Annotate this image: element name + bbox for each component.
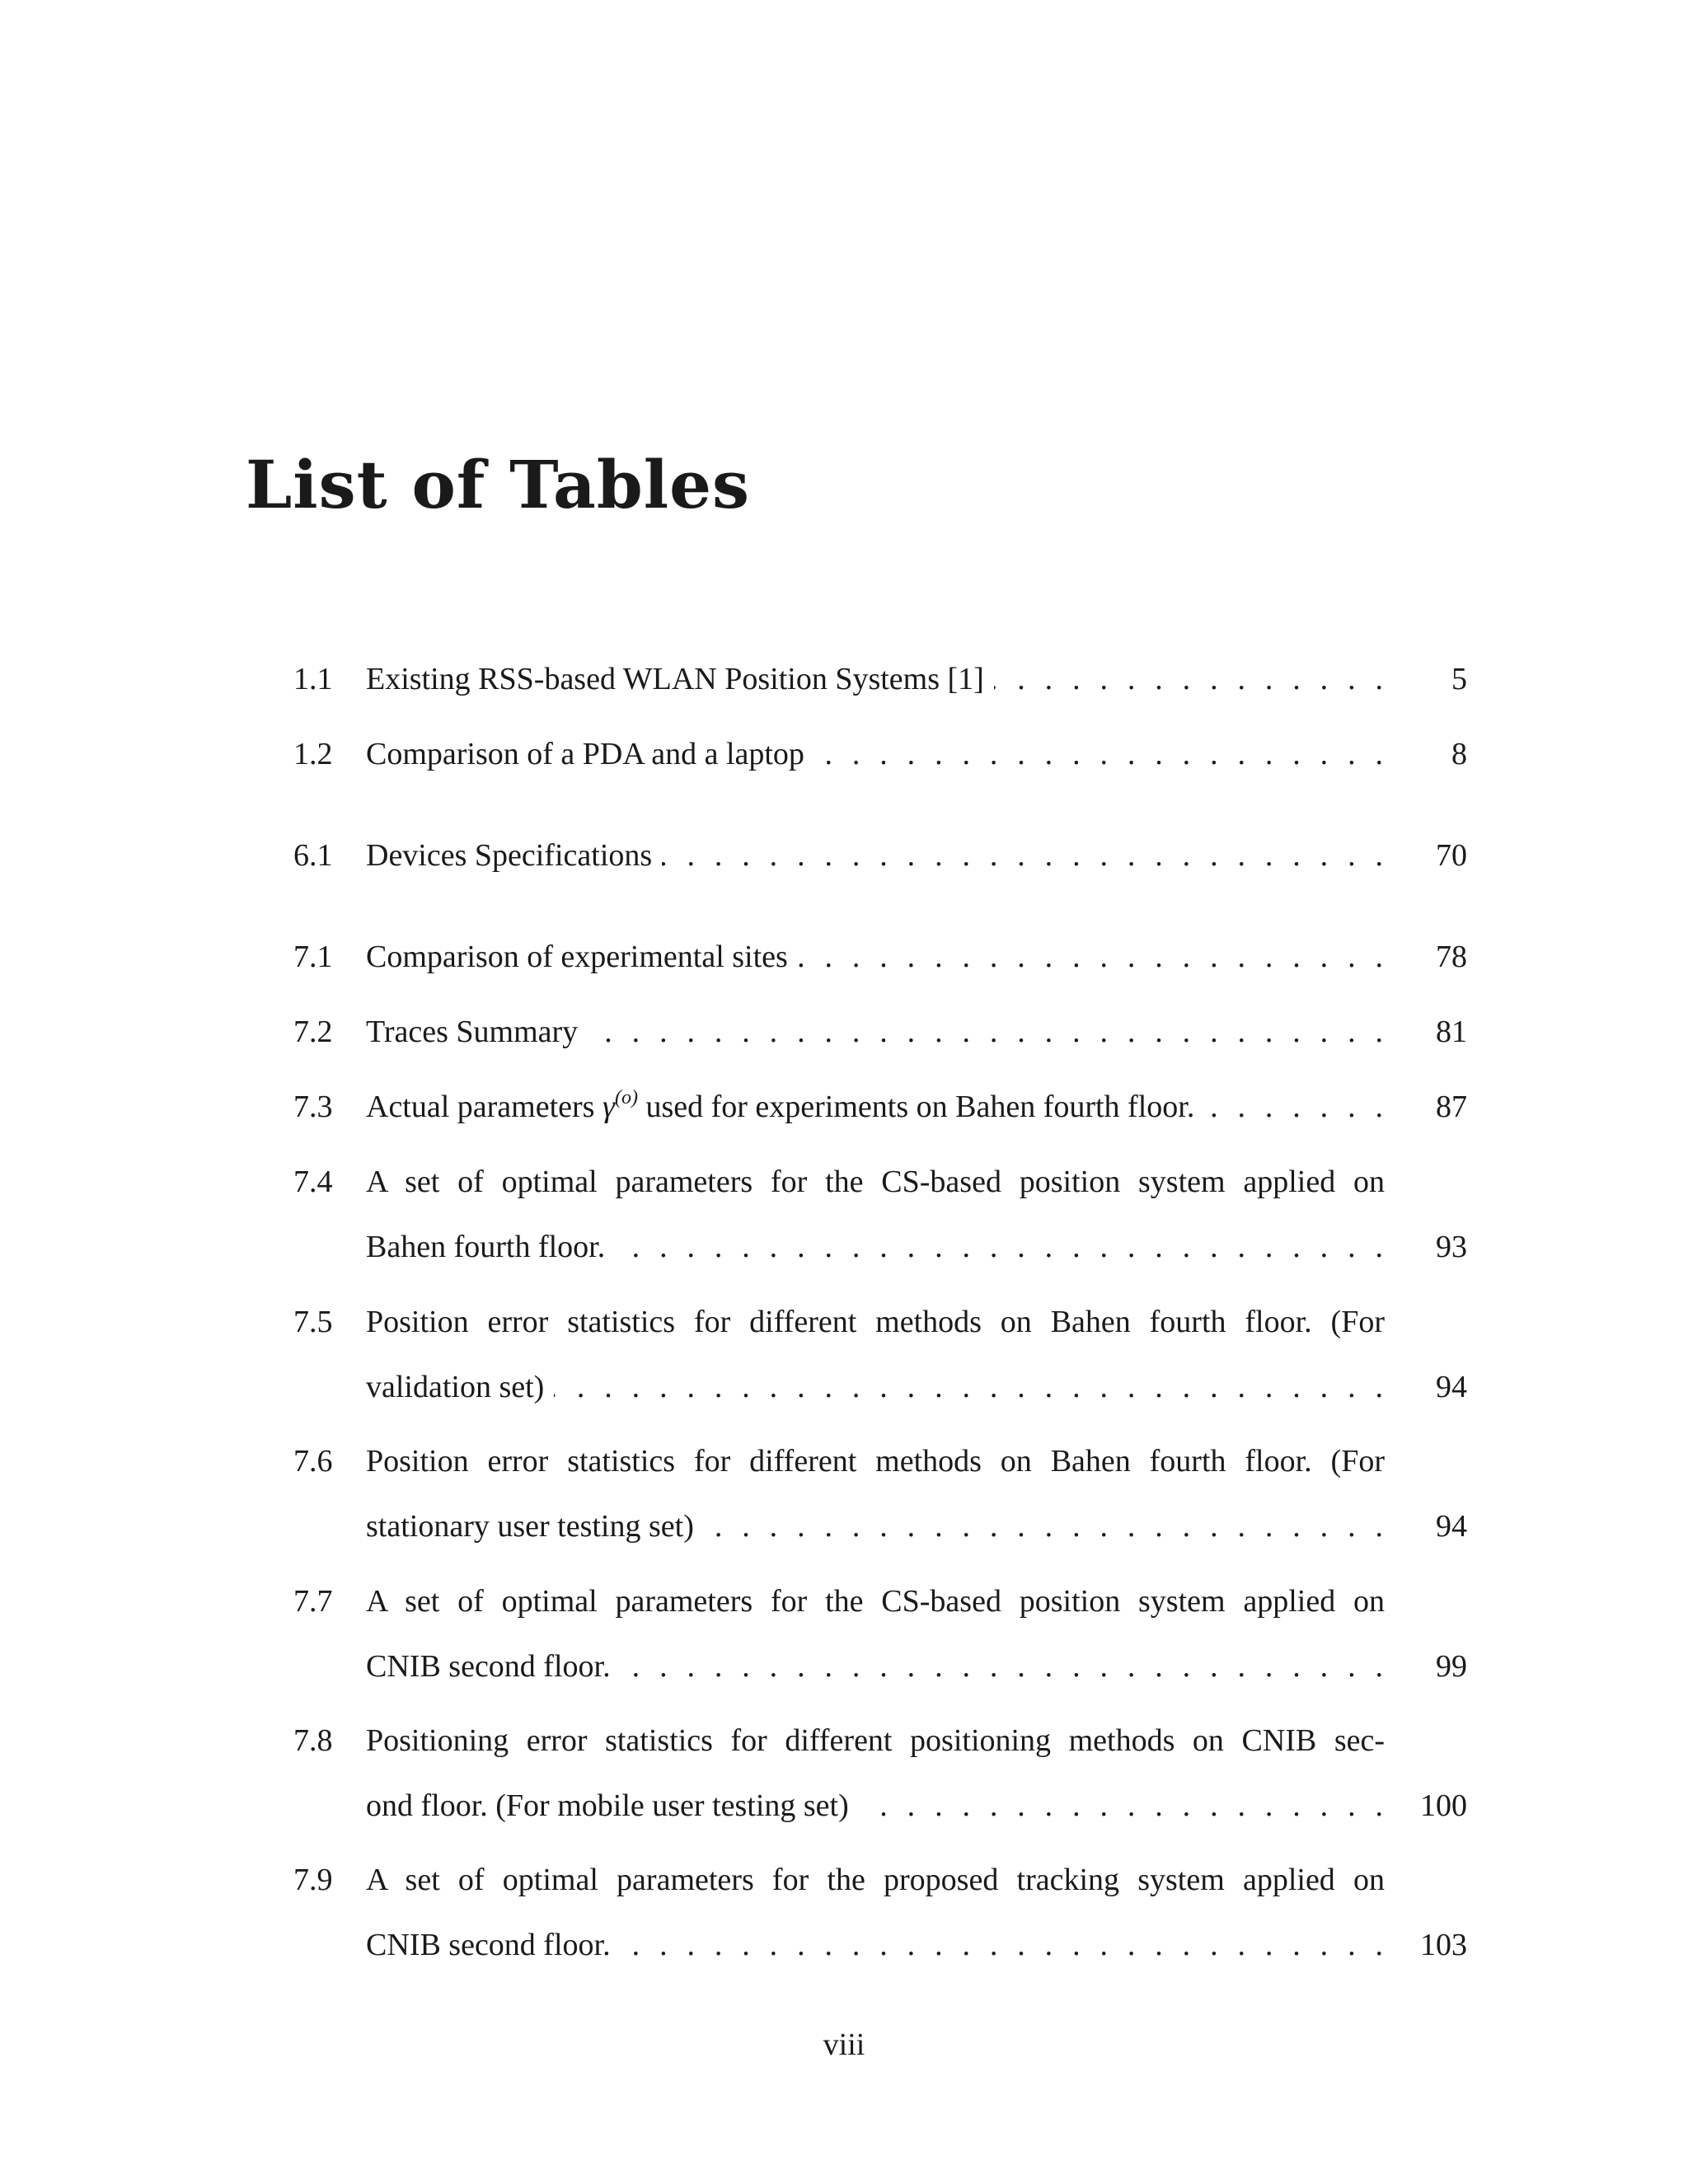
table-number: 7.4 [293, 1165, 333, 1199]
dot-leader [615, 1228, 1383, 1266]
table-caption-continued: validation set) [366, 1370, 545, 1404]
page-number: 5 [1451, 662, 1467, 696]
table-caption-continued: CNIB second floor. [366, 1649, 611, 1684]
dot-leader [859, 1787, 1383, 1825]
dot-leader [798, 938, 1383, 976]
page-number: 87 [1436, 1090, 1467, 1124]
table-number: 7.1 [293, 940, 333, 974]
page-number: 99 [1436, 1649, 1467, 1684]
table-number: 7.8 [293, 1723, 333, 1758]
table-caption-continued: CNIB second floor. [366, 1928, 611, 1962]
gamma-symbol: γ [602, 1090, 615, 1124]
table-caption: Actual parameters [366, 1090, 595, 1124]
page-number: 103 [1420, 1928, 1467, 1962]
table-caption-continued: stationary user testing set) [366, 1509, 694, 1544]
page-title: List of Tables [246, 446, 751, 523]
table-number: 7.2 [293, 1015, 333, 1049]
table-number: 1.2 [293, 737, 333, 771]
dot-leader [621, 1647, 1383, 1685]
table-caption: Traces Summary [366, 1015, 579, 1049]
table-caption-continued: Bahen fourth floor. [366, 1230, 606, 1264]
table-number: 7.6 [293, 1444, 333, 1479]
table-caption: Position error statistics for different methods on Bahen fourth floor. (For [366, 1444, 1385, 1479]
page-number: 94 [1436, 1509, 1467, 1544]
dot-leader [994, 660, 1383, 698]
page-number: 70 [1436, 838, 1467, 873]
table-number: 1.1 [293, 662, 333, 696]
table-caption: Comparison of a PDA and a laptop [366, 737, 804, 771]
dot-leader [814, 735, 1383, 773]
table-caption: Positioning error statistics for different positioning methods on CNIB sec- [366, 1723, 1385, 1758]
dot-leader [588, 1013, 1383, 1051]
table-caption-continued: ond floor. (For mobile user testing set) [366, 1788, 849, 1823]
page-number: 93 [1436, 1230, 1467, 1264]
table-caption: Position error statistics for different methods on Bahen fourth floor. (For [366, 1305, 1385, 1339]
table-caption: Devices Specifications [366, 838, 653, 873]
page-number: 8 [1451, 737, 1467, 771]
dot-leader [1204, 1088, 1383, 1126]
page-number: 94 [1436, 1370, 1467, 1404]
table-number: 7.5 [293, 1305, 333, 1339]
table-caption: A set of optimal parameters for the CS-based position system applied on [366, 1584, 1385, 1619]
table-caption: Existing RSS-based WLAN Position Systems [1] [366, 662, 984, 696]
table-number: 7.9 [293, 1863, 333, 1897]
page-number: 81 [1436, 1015, 1467, 1049]
dot-leader [621, 1926, 1383, 1964]
table-caption: A set of optimal parameters for the CS-based position system applied on [366, 1165, 1385, 1199]
dot-leader [704, 1507, 1383, 1545]
table-number: 7.7 [293, 1584, 333, 1619]
table-caption-continued: used for experiments on Bahen fourth floor. [645, 1090, 1195, 1124]
table-caption: A set of optimal parameters for the proposed tracking system applied on [366, 1863, 1385, 1897]
dot-leader [554, 1368, 1383, 1406]
dot-leader [662, 837, 1383, 874]
gamma-superscript: (o) [614, 1087, 638, 1108]
table-number: 7.3 [293, 1090, 333, 1124]
table-number: 6.1 [293, 838, 333, 873]
page-number: 100 [1420, 1788, 1467, 1823]
table-caption: Comparison of experimental sites [366, 940, 788, 974]
footer-page-number: viii [823, 2027, 865, 2062]
page-number: 78 [1436, 940, 1467, 974]
